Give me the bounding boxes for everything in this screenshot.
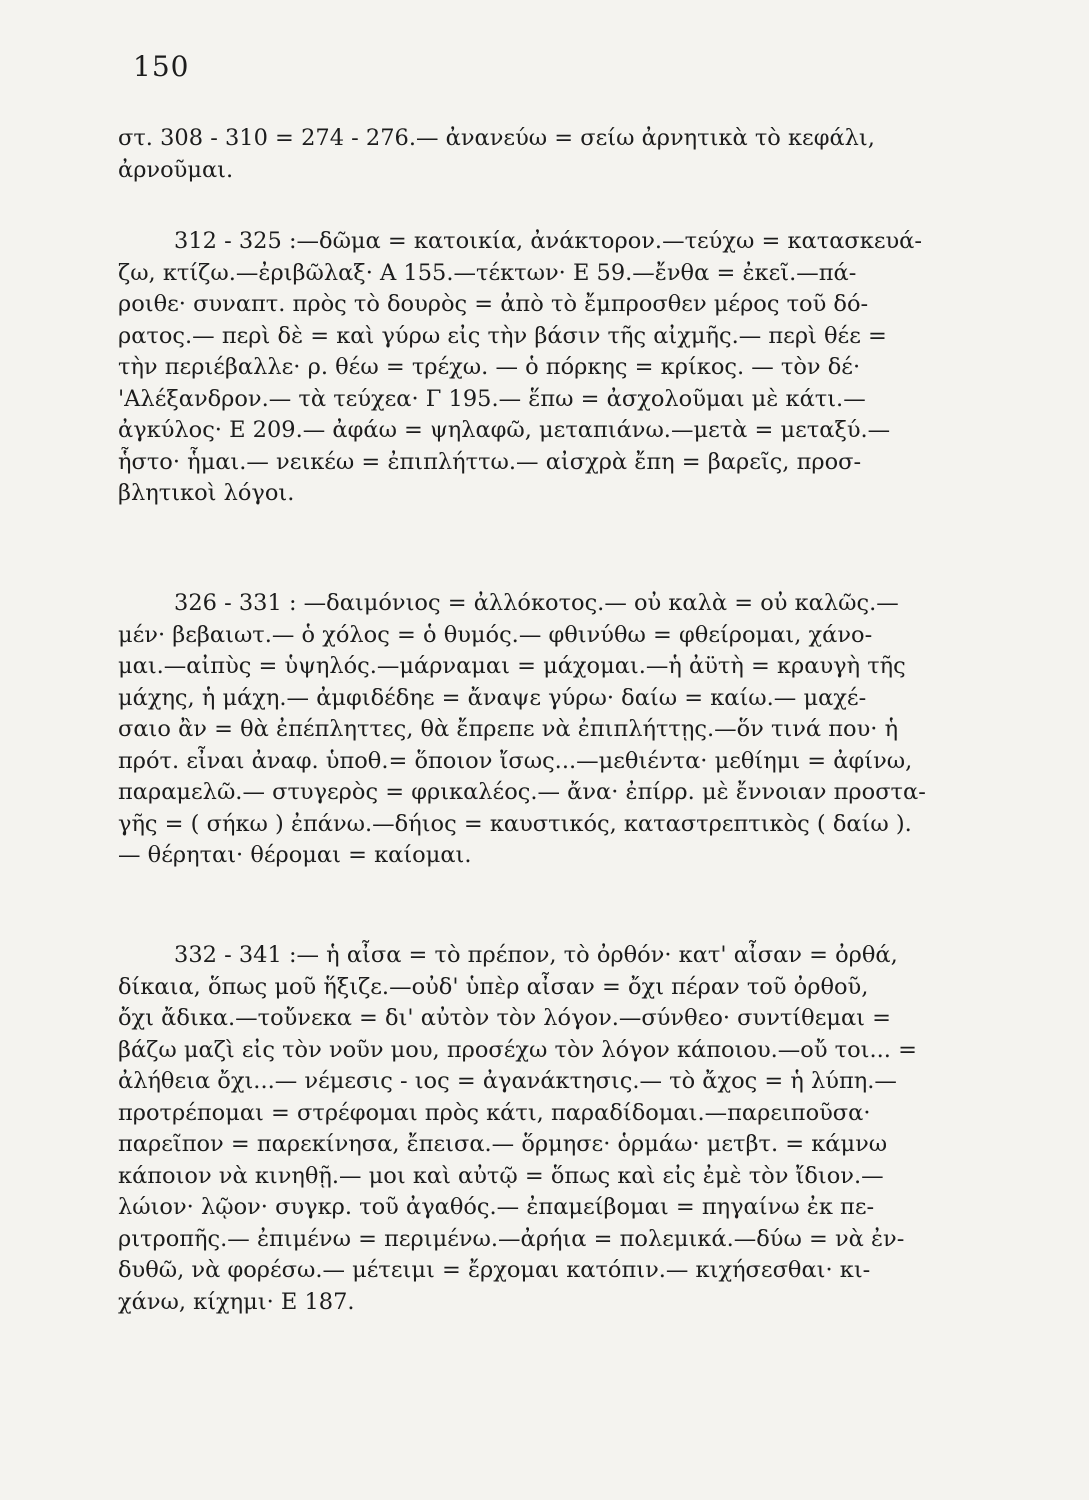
- text-line: — θέρηται· θέρομαι = καίομαι.: [118, 842, 472, 868]
- text-line: παραμελῶ.— στυγερὸς = φρικαλέος.— ἄνα· ἐπίρρ. μὲ ἔννοιαν προστα-: [118, 779, 926, 805]
- text-line: μάχης, ἡ μάχη.— ἀμφιδέδηε = ἄναψε γύρω· δαίω = καίω.— μαχέ-: [118, 684, 867, 711]
- text-line: σαιο ἂν = θὰ ἐπέπληττες, θὰ ἔπρεπε νὰ ἐπιπλήττῃς.—ὅν τινά που· ἡ: [118, 716, 899, 742]
- text-line: στ. 308 - 310 = 274 - 276.— ἀνανεύω = σείω ἀρνητικὰ τὸ κεφάλι,: [118, 125, 875, 151]
- text-line: παρεῖπον = παρεκίνησα, ἔπεισα.— ὅρμησε· ὁρμάω· μετβτ. = κάμνω: [118, 1131, 888, 1157]
- text-line: ὄχι ἄδικα.—τοὔνεκα = δι' αὐτὸν τὸν λόγον.—σύνθεο· συντίθεμαι =: [118, 1005, 891, 1031]
- commentary-paragraph-326-331: [118, 588, 970, 872]
- commentary-paragraph-332-341: [118, 940, 970, 1318]
- text-line: ἀλήθεια ὄχι...— νέμεσις - ιος = ἀγανάκτησις.— τὸ ἄχος = ἡ λύπη.—: [118, 1068, 897, 1094]
- text-line: μαι.—αἰπὺς = ὑψηλός.—μάρναμαι = μάχομαι.—ἡ ἀϋτὴ = κραυγὴ τῆς: [118, 653, 906, 679]
- text-line: ροιθε· συναπτ. πρὸς τὸ δουρὸς = ἀπὸ τὸ ἔμπροσθεν μέρος τοῦ δό-: [118, 291, 869, 317]
- text-line: χάνω, κίχημι· Ε 187.: [118, 1288, 355, 1315]
- text-line: ζω, κτίζω.—ἐριβῶλαξ· Α 155.—τέκτων· Ε 59.—ἔνθα = ἐκεῖ.—πά-: [118, 259, 857, 286]
- text-line: δυθῶ, νὰ φορέσω.— μέτειμι = ἔρχομαι κατόπιν.— κιχήσεσθαι· κι-: [118, 1257, 871, 1283]
- page-number: 150: [133, 50, 190, 83]
- text-line: 326 - 331 : —δαιμόνιος = ἀλλόκοτος.— οὐ καλὰ = οὐ καλῶς.—: [174, 590, 899, 616]
- text-line: γῆς = ( σήκω ) ἐπάνω.—δήιος = καυστικός, καταστρεπτικὸς ( δαίω ).: [118, 810, 912, 837]
- commentary-paragraph-308-310: [118, 123, 970, 186]
- text-line: 332 - 341 :— ἡ αἶσα = τὸ πρέπον, τὸ ὀρθόν· κατ' αἶσαν = ὀρθά,: [174, 942, 898, 968]
- text-line: βλητικοὶ λόγοι.: [118, 480, 295, 506]
- text-line: 'Αλέξανδρον.— τὰ τεύχεα· Γ 195.— ἕπω = ἀσχολοῦμαι μὲ κάτι.—: [118, 385, 866, 412]
- text-line: ἧστο· ἧμαι.— νεικέω = ἐπιπλήττω.— αἰσχρὰ ἔπη = βαρεῖς, προσ-: [118, 448, 862, 475]
- text-line: βάζω μαζὶ εἰς τὸν νοῦν μου, προσέχω τὸν λόγον κάποιου.—οὔ τοι... =: [118, 1036, 917, 1063]
- text-line: λώιον· λῷον· συγκρ. τοῦ ἀγαθός.— ἐπαμείβομαι = πηγαίνω ἐκ πε-: [118, 1194, 875, 1220]
- text-line: δίκαια, ὅπως μοῦ ἥξιζε.—οὐδ' ὑπὲρ αἶσαν = ὄχι πέραν τοῦ ὀρθοῦ,: [118, 973, 869, 1000]
- text-line: ἀγκύλος· Ε 209.— ἀφάω = ψηλαφῶ, μεταπιάνω.—μετὰ = μεταξύ.—: [118, 417, 891, 443]
- text-line: ρατος.— περὶ δὲ = καὶ γύρω εἰς τὴν βάσιν τῆς αἰχμῆς.— περὶ θέε =: [118, 322, 887, 349]
- text-line: ἀρνοῦμαι.: [118, 156, 234, 183]
- text-line: ριτροπῆς.— ἐπιμένω = περιμένω.—ἀρήια = πολεμικά.—δύω = νὰ ἐν-: [118, 1225, 905, 1252]
- commentary-paragraph-312-325: [118, 226, 970, 510]
- text-line: 312 - 325 :—δῶμα = κατοικία, ἀνάκτορον.—τεύχω = κατασκευά-: [174, 228, 922, 254]
- text-line: προτρέπομαι = στρέφομαι πρὸς κάτι, παραδίδομαι.—παρειποῦσα·: [118, 1099, 871, 1126]
- text-line: πρότ. εἶναι ἀναφ. ὑποθ.= ὅποιον ἴσως...—μεθιέντα· μεθίημι = ἀφίνω,: [118, 747, 913, 774]
- text-line: τὴν περιέβαλλε· ρ. θέω = τρέχω. — ὁ πόρκης = κρίκος. — τὸν δέ·: [118, 354, 861, 380]
- text-line: μέν· βεβαιωτ.— ὁ χόλος = ὁ θυμός.— φθινύθω = φθείρομαι, χάνο-: [118, 621, 873, 648]
- text-line: κάποιον νὰ κινηθῇ.— μοι καὶ αὐτῷ = ὅπως καὶ εἰς ἐμὲ τὸν ἴδιον.—: [118, 1162, 884, 1189]
